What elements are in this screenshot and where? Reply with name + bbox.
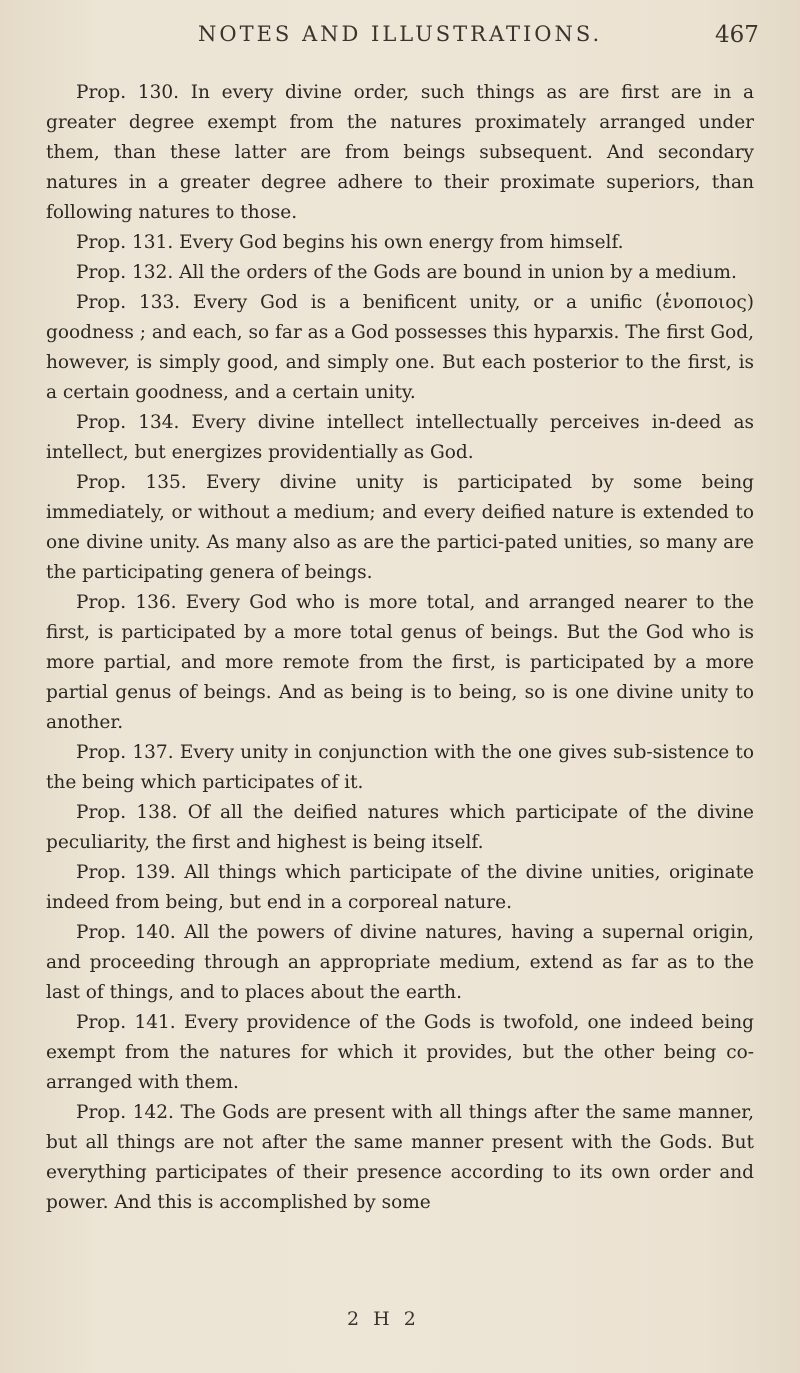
paragraph-prop-141: Prop. 141. Every providence of the Gods is twofold, one indeed being exempt from the natures for which it provides, but the other being co-arranged with them. <box>46 1012 754 1093</box>
page-number: 467 <box>715 22 759 48</box>
signature-mark: 2 H 2 <box>347 1308 420 1330</box>
paragraph-prop-142: Prop. 142. The Gods are present with all things after the same manner, but all things are not after the same manner present with the Gods. But everything participates of their presence according to its own order and power. And this is accomplished by some <box>46 1102 754 1213</box>
running-title: NOTES AND ILLUSTRATIONS. <box>198 22 603 46</box>
paragraph-prop-131: Prop. 131. Every God begins his own energy from himself. <box>76 232 624 253</box>
text-body <box>46 78 754 1218</box>
paragraph-prop-136: Prop. 136. Every God who is more total, and arranged nearer to the first, is participated by a more total genus of beings. But the God who is more partial, and more remote from the first, is participated by a more partial genus of beings. And as being is to being, so is one divine unity to another. <box>46 592 754 733</box>
paragraph-prop-139: Prop. 139. All things which participate of the divine unities, originate indeed from being, but end in a corporeal nature. <box>46 862 754 913</box>
page-header <box>0 22 800 62</box>
paragraph-prop-133: Prop. 133. Every God is a benificent unity, or a unific (ἑνοποιος) goodness ; and each, so far as a God possesses this hyparxis. The first God, however, is simply good, and simply one. But each posterior to the first, is a certain goodness, and a certain unity. <box>46 292 754 403</box>
paragraph-prop-134: Prop. 134. Every divine intellect intellectually perceives in-deed as intellect, but energizes providentially as God. <box>46 412 754 463</box>
paragraph-prop-140: Prop. 140. All the powers of divine natures, having a supernal origin, and proceeding through an appropriate medium, extend as far as to the last of things, and to places about the earth. <box>46 922 754 1003</box>
paragraph-prop-137: Prop. 137. Every unity in conjunction with the one gives sub-sistence to the being which participates of it. <box>46 742 754 793</box>
paragraph-prop-135: Prop. 135. Every divine unity is participated by some being immediately, or without a medium; and every deified nature is extended to one divine unity. As many also as are the partici-pated unities, so many are the participating genera of beings. <box>46 472 754 583</box>
paragraph-prop-132: Prop. 132. All the orders of the Gods are bound in union by a medium. <box>76 262 737 283</box>
paragraph-prop-130: Prop. 130. In every divine order, such things as are first are in a greater degree exempt from the natures proximately arranged under them, than these latter are from beings subsequent. And secondary natures in a greater degree adhere to their proximate superiors, than following natures to those. <box>46 82 754 223</box>
paragraph-prop-138: Prop. 138. Of all the deified natures which participate of the divine peculiarity, the first and highest is being itself. <box>46 802 754 853</box>
